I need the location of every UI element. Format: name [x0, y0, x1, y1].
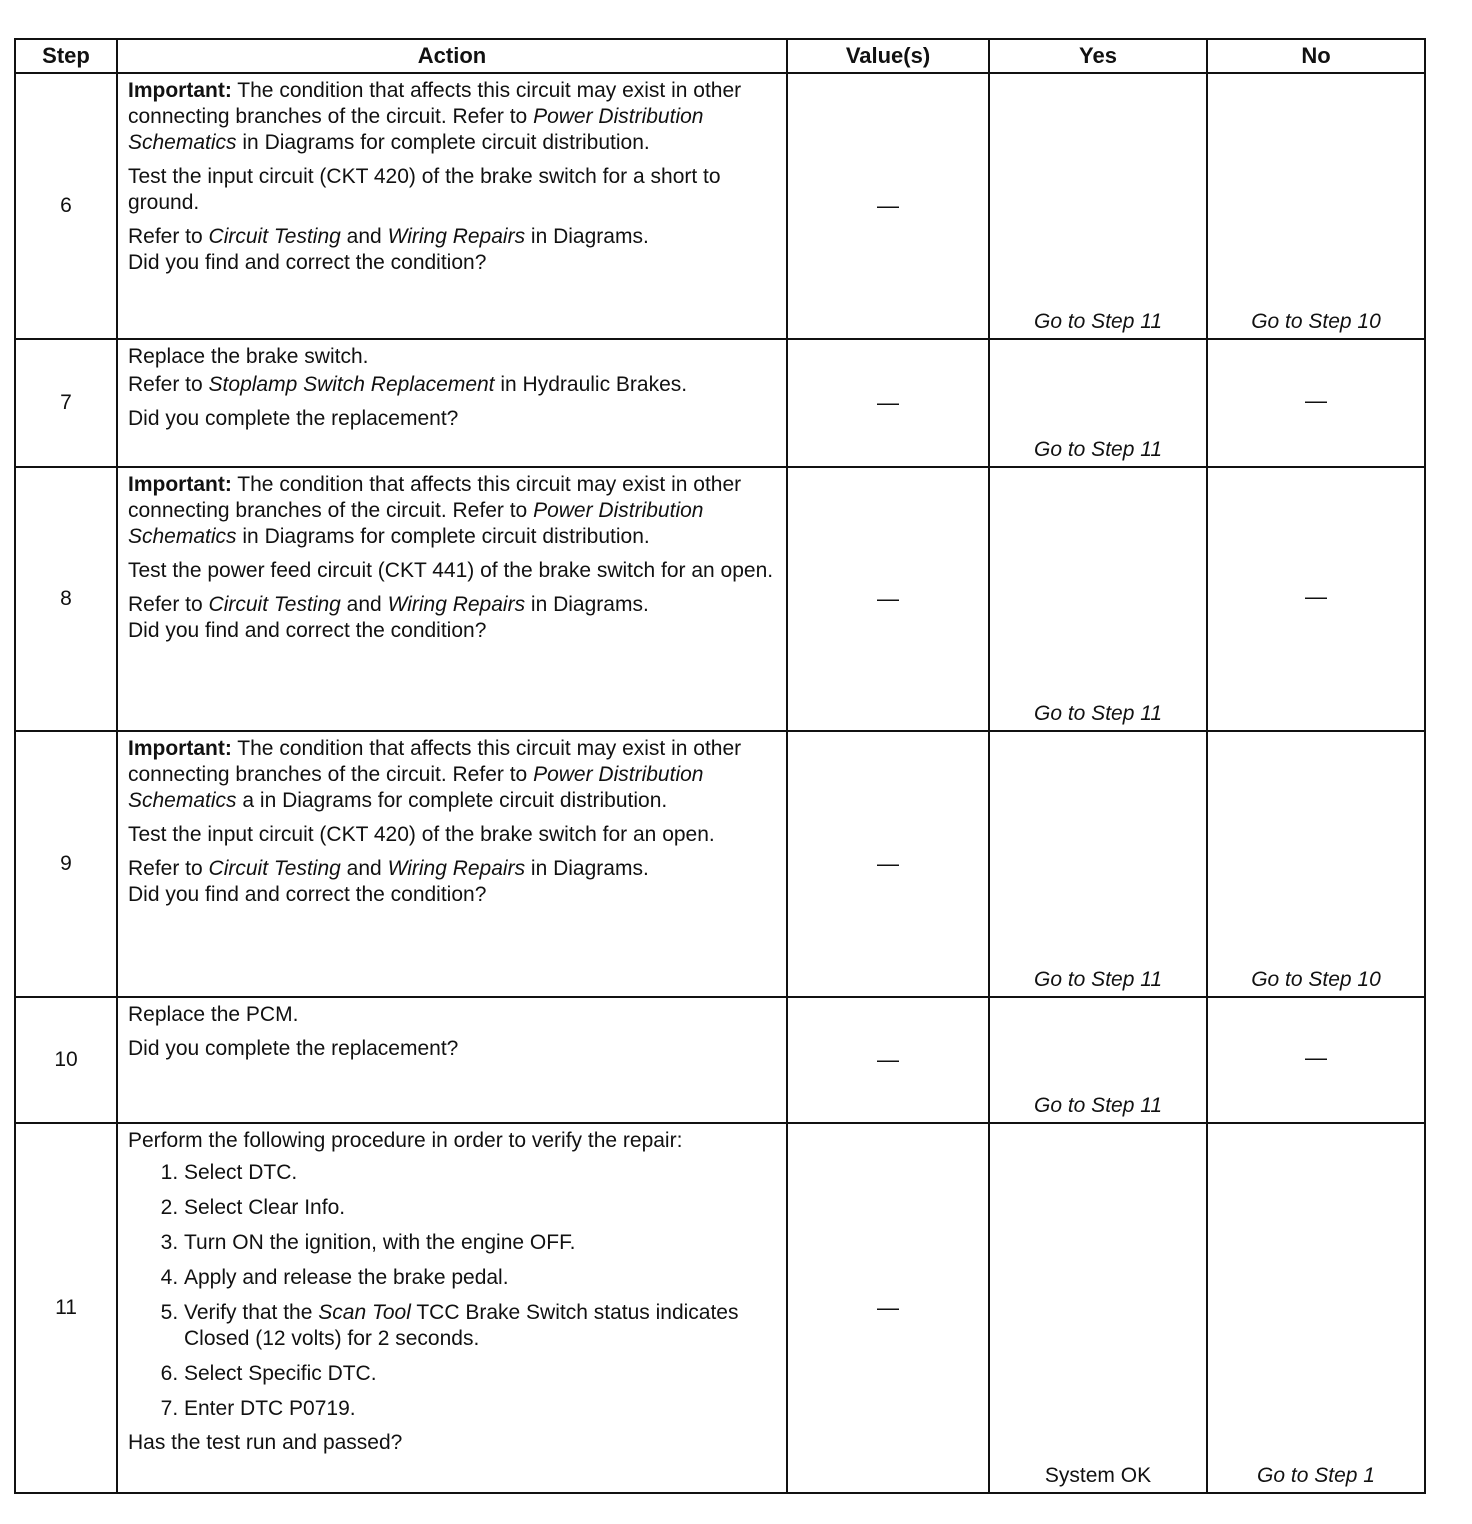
list-item: 3. Turn ON the ignition, with the engine OFF.	[184, 1230, 776, 1256]
step-number: 9	[15, 731, 117, 997]
refer-circuit-testing: Circuit Testing	[208, 225, 341, 248]
question: Did you find and correct the condition?	[128, 251, 487, 274]
verify-tail: TCC Brake Switch status indicates Closed (12 volts) for 2 seconds.	[184, 1301, 739, 1350]
no-cell: —	[1207, 467, 1425, 731]
important-note	[128, 736, 776, 814]
refer-and: and	[346, 857, 382, 880]
important-label: Important:	[128, 473, 232, 496]
refer-tail: in Diagrams.	[530, 593, 649, 616]
important-text: The condition that affects this circuit may exist in other connecting branches of the circuit. Refer to	[128, 737, 742, 786]
refer-line	[128, 856, 776, 908]
table-row	[15, 1123, 1425, 1493]
list-item: 1. Select DTC.	[184, 1160, 776, 1186]
test-instruction: Test the input circuit (CKT 420) of the brake switch for a short to ground.	[128, 165, 721, 214]
important-tail: in Diagrams for complete circuit distribution.	[242, 525, 650, 548]
refer-stoplamp-switch-replacement: Stoplamp Switch Replacement	[208, 373, 495, 396]
table-row	[15, 731, 1425, 997]
important-text: The condition that affects this circuit may exist in other connecting branches of the circuit. Refer to	[128, 473, 742, 522]
important-ref: Power Distribution Schematics	[128, 105, 704, 154]
scan-tool-ref: Scan Tool	[318, 1301, 411, 1324]
refer-wiring-repairs: Wiring Repairs	[387, 593, 526, 616]
header-no: No	[1207, 39, 1425, 73]
list-item	[184, 1300, 776, 1352]
important-ref: Power Distribution Schematics	[128, 499, 704, 548]
header-action: Action	[117, 39, 787, 73]
step-number: 8	[15, 467, 117, 731]
step-number: 10	[15, 997, 117, 1123]
diagnostic-table	[14, 38, 1426, 1494]
refer-line	[128, 372, 776, 398]
header-step: Step	[15, 39, 117, 73]
refer-prefix: Refer to	[128, 593, 203, 616]
action-cell	[117, 73, 787, 339]
value-cell: —	[787, 1123, 989, 1493]
procedure-list	[128, 1160, 776, 1422]
list-item: 4. Apply and release the brake pedal.	[184, 1265, 776, 1291]
table-row	[15, 997, 1425, 1123]
refer-tail: in Diagrams.	[530, 225, 649, 248]
yes-cell: Go to Step 11	[989, 731, 1207, 997]
value-cell: —	[787, 339, 989, 467]
question: Did you find and correct the condition?	[128, 619, 487, 642]
refer-prefix: Refer to	[128, 373, 203, 396]
important-text: The condition that affects this circuit may exist in other connecting branches of the circuit. Refer to	[128, 79, 742, 128]
header-values: Value(s)	[787, 39, 989, 73]
important-label: Important:	[128, 737, 232, 760]
refer-wiring-repairs: Wiring Repairs	[387, 857, 526, 880]
header-yes: Yes	[989, 39, 1207, 73]
no-cell: Go to Step 10	[1207, 731, 1425, 997]
refer-line	[128, 224, 776, 276]
refer-prefix: Refer to	[128, 857, 203, 880]
refer-prefix: Refer to	[128, 225, 203, 248]
question: Did you complete the replacement?	[128, 1037, 459, 1060]
refer-tail: in Diagrams.	[530, 857, 649, 880]
action-cell	[117, 339, 787, 467]
refer-wiring-repairs: Wiring Repairs	[387, 225, 526, 248]
header-row	[15, 39, 1425, 73]
refer-circuit-testing: Circuit Testing	[208, 857, 341, 880]
important-label: Important:	[128, 79, 232, 102]
value-cell: —	[787, 997, 989, 1123]
action-cell	[117, 997, 787, 1123]
important-note	[128, 472, 776, 550]
question: Did you find and correct the condition?	[128, 883, 487, 906]
question: Did you complete the replacement?	[128, 407, 459, 430]
table-row	[15, 73, 1425, 339]
yes-cell: Go to Step 11	[989, 467, 1207, 731]
value-cell: —	[787, 731, 989, 997]
action-cell	[117, 1123, 787, 1493]
no-cell: —	[1207, 339, 1425, 467]
table-row	[15, 339, 1425, 467]
no-cell: Go to Step 1	[1207, 1123, 1425, 1493]
list-item: 7. Enter DTC P0719.	[184, 1396, 776, 1422]
no-cell: —	[1207, 997, 1425, 1123]
action-cell	[117, 731, 787, 997]
procedure-intro: Perform the following procedure in order to verify the repair:	[128, 1129, 683, 1152]
step-number: 11	[15, 1123, 117, 1493]
replace-instruction: Replace the PCM.	[128, 1003, 299, 1026]
important-tail: in Diagrams for complete circuit distribution.	[242, 131, 650, 154]
list-item: 6. Select Specific DTC.	[184, 1361, 776, 1387]
refer-and: and	[346, 593, 382, 616]
step-number: 7	[15, 339, 117, 467]
question: Has the test run and passed?	[128, 1431, 403, 1454]
step-number: 6	[15, 73, 117, 339]
refer-and: and	[346, 225, 382, 248]
yes-cell: System OK	[989, 1123, 1207, 1493]
replace-instruction: Replace the brake switch.	[128, 345, 369, 368]
action-cell	[117, 467, 787, 731]
no-cell: Go to Step 10	[1207, 73, 1425, 339]
refer-circuit-testing: Circuit Testing	[208, 593, 341, 616]
test-instruction: Test the input circuit (CKT 420) of the brake switch for an open.	[128, 823, 715, 846]
refer-line	[128, 592, 776, 644]
yes-cell: Go to Step 11	[989, 339, 1207, 467]
table-row	[15, 467, 1425, 731]
important-ref: Power Distribution Schematics	[128, 763, 704, 812]
yes-cell: Go to Step 11	[989, 997, 1207, 1123]
verify-prefix: Verify that the	[184, 1301, 313, 1324]
test-instruction: Test the power feed circuit (CKT 441) of the brake switch for an open.	[128, 559, 774, 582]
refer-tail: in Hydraulic Brakes.	[500, 373, 688, 396]
value-cell: —	[787, 467, 989, 731]
yes-cell: Go to Step 11	[989, 73, 1207, 339]
list-item: 2. Select Clear Info.	[184, 1195, 776, 1221]
important-tail: a in Diagrams for complete circuit distribution.	[242, 789, 668, 812]
value-cell: —	[787, 73, 989, 339]
important-note	[128, 78, 776, 156]
